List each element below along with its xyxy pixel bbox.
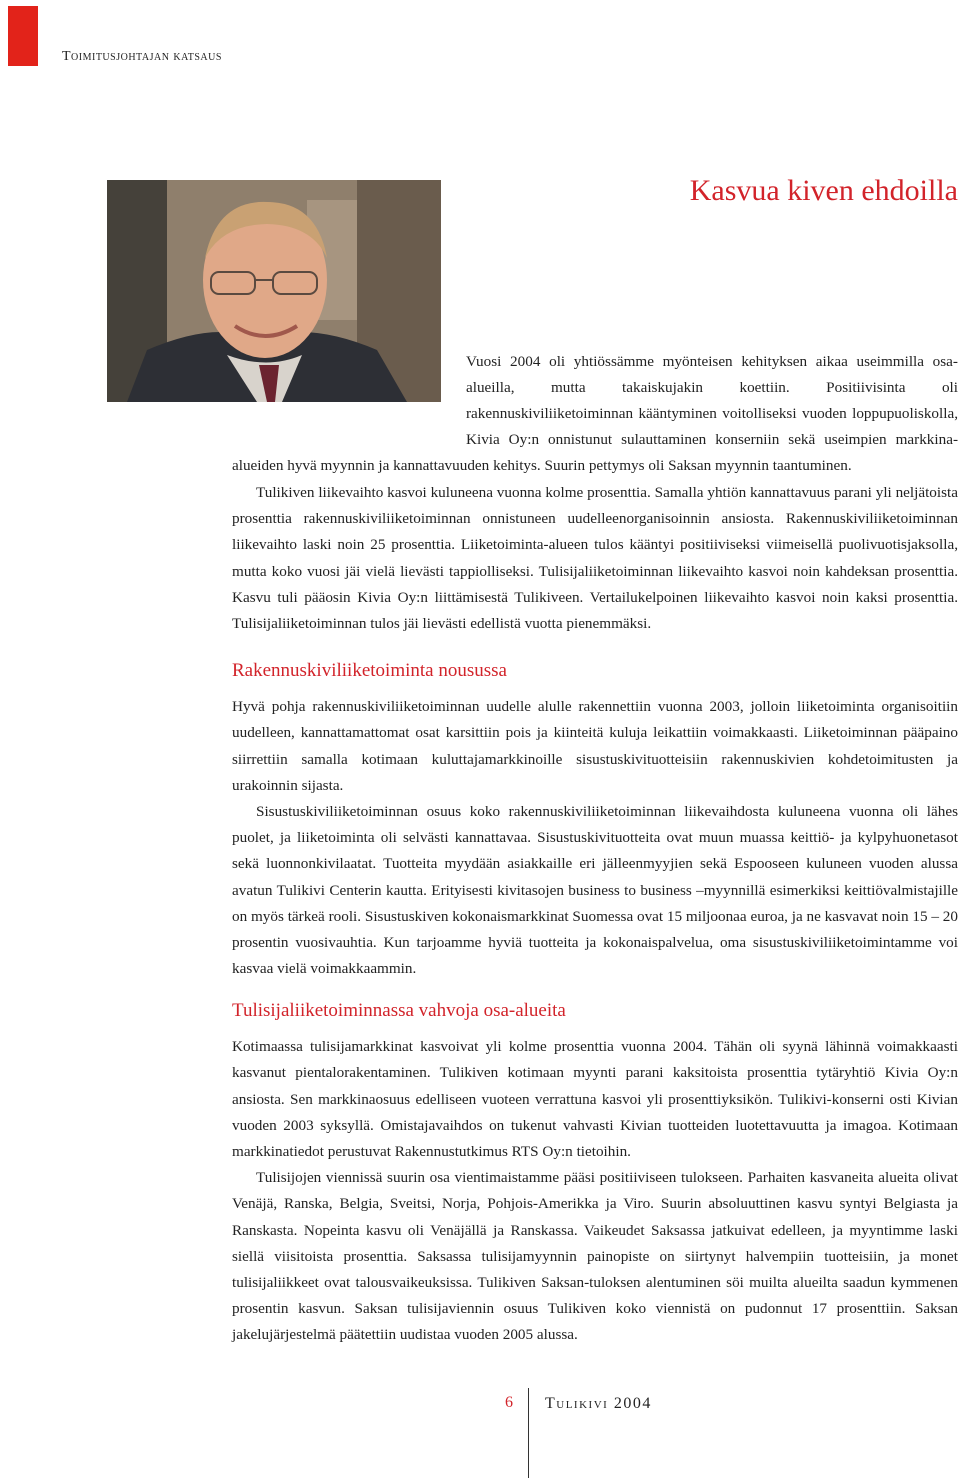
intro-paragraph — [232, 349, 958, 479]
photo-spacer — [232, 349, 466, 453]
article-title: Kasvua kiven ehdoilla — [689, 174, 958, 207]
page-number: 6 — [505, 1394, 513, 1411]
section-heading: Tulisijaliiketoiminnassa vahvoja osa-alueita — [232, 1000, 566, 1021]
body-paragraph: Tulikiven liikevaihto kasvoi kuluneena vuonna kolme prosenttia. Samalla yhtiön kannattavuus parani yli neljätoista prosenttia rakennuskiviliiketoiminnan onnistuneen uudelleenorganisoinnin ansiosta. Rakennuskiviliiketoiminnan liikevaihto laski noin 25 prosenttia. Liiketoiminta-alueen tulos kääntyi positiiviseksi viimeisellä puolivuotisjaksolla, mutta koko vuosi jäi vielä lievästi tappiolliseksi. Tulisijaliiketoiminnan liikevaihto kasvoi noin kahdeksan prosenttia. Kasvu tuli pääosin Kivia Oy:n liittämisestä Tulikiveen. Vertailukelpoinen liikevaihto kasvoi noin kaksi prosenttia. Tulisijaliiketoiminnan tulos jäi lievästi edellistä vuotta pienemmäksi. — [232, 484, 958, 633]
body-column-top — [232, 480, 958, 637]
section-label: Toimitusjohtajan katsaus — [62, 49, 222, 64]
body-paragraph: Tulisijojen viennissä suurin osa vientimaistamme pääsi positiiviseen tulokseen. Parhaiten kasvaneita alueita olivat Venäjä, Ranska, Belgia, Sveitsi, Norja, Pohjois-Amerikka ja Viro. Suurin absoluuttinen kasvu syntyi Belgiasta ja Ranskasta. Nopeinta kasvu oli Venäjällä ja Ranskassa. Vaikeudet Saksassa jatkuivat edelleen, ja myyntimme laski siellä viisitoista prosenttia. Saksassa tulisijamyynnin painopiste on siirtynyt halvempiin tuotteisiin, ja monet tulisijaliikkeet ovat talousvaikeuksissa. Tulikiven Saksan-tuloksen alentuminen söi muilta alueilta saadun kymmenen prosentin kasvun. Saksan tulisijaviennin osuus Tulikiven koko viennistä on pudonnut 17 prosenttiin. Saksan jakelujärjestelmä päätettiin uudistaa vuoden 2005 alussa. — [232, 1169, 958, 1344]
section-tulisija — [232, 998, 958, 1349]
body-paragraph: Hyvä pohja rakennuskiviliiketoiminnan uudelle alulle rakennettiin vuonna 2003, jolloin liiketoiminta organisoitiin uudelleen, kannattamattomat osat karsittiin pois ja kiinteitä kuluja leikattiin voimakkaasti. Liiketoiminnan pääpaino siirrettiin samalla kotimaan kuluttajamarkkinoille sisustuskivituotteisiin rakennuskivien kohdetoimitusten ja urakoinnin sijasta. — [232, 698, 958, 794]
section-heading: Rakennuskiviliiketoiminta nousussa — [232, 660, 507, 681]
accent-bar — [8, 6, 38, 66]
footer-brand: Tulikivi 2004 — [545, 1395, 652, 1412]
body-paragraph: Sisustuskiviliiketoiminnan osuus koko rakennuskiviliiketoiminnan liikevaihdosta kuluneena vuonna oli lähes puolet, ja liiketoiminta oli selvästi kannattavaa. Sisustuskivituotteita ovat muun muassa keittiö- ja kylpyhuonetasot sekä luonnonkivilaatat. Tuotteita myydään asiakkaille eri jälleenmyyjien sekä Espooseen kuluneen vuoden alussa avatun Tulikivi Centerin kautta. Erityisesti kivitasojen business to business –myynnillä esimerkiksi keittiövalmistajille on myös tärkeä rooli. Sisustuskiven kokonaismarkkinat Suomessa ovat 15 miljoonaa euroa, ja ne kasvavat noin 15 – 20 prosentin vuosivauhtia. Kun tarjoamme hyviä tuotteita ja kokonaispalvelua, oma sisustuskiviliiketoimintamme voi kasvaa vielä voimakkaammin. — [232, 803, 958, 978]
section-rakennuskivi — [232, 658, 958, 982]
intro-text: Vuosi 2004 oli yhtiössämme myönteisen kehityksen aikaa useimmilla osa-alueilla, mutta takaiskujakin koettiin. Positiivisinta oli rakennuskiviliiketoiminnan kääntyminen voitolliseksi vuoden loppupuoliskolla, Kivia Oy:n onnistunut sulauttaminen konserniin sekä useimpien markkina-alueiden hyvä myynnin ja kannattavuuden kehitys. Suurin pettymys oli Saksan myynnin taantuminen. — [232, 353, 958, 474]
footer-divider — [528, 1388, 529, 1478]
body-paragraph: Kotimaassa tulisijamarkkinat kasvoivat yli kolme prosenttia vuonna 2004. Tähän oli syynä lähinnä voimakkaasti kasvanut pientalorakentaminen. Tulikiven kotimaan myynti parani kaksitoista prosenttia tytäryhtiö Kivia Oy:n ansiosta. Sen markkinaosuus edelliseen vuoteen verrattuna kasvoi yli prosenttiyksikön. Tulikivi-konserni osti Kivian vuoden 2003 syksyllä. Omistajavaihdos on tukenut vahvasti Kivian tuotteiden luotettavuutta ja imagoa. Kotimaan markkinatiedot perustuvat Rakennustutkimus RTS Oy:n tietoihin. — [232, 1038, 958, 1161]
